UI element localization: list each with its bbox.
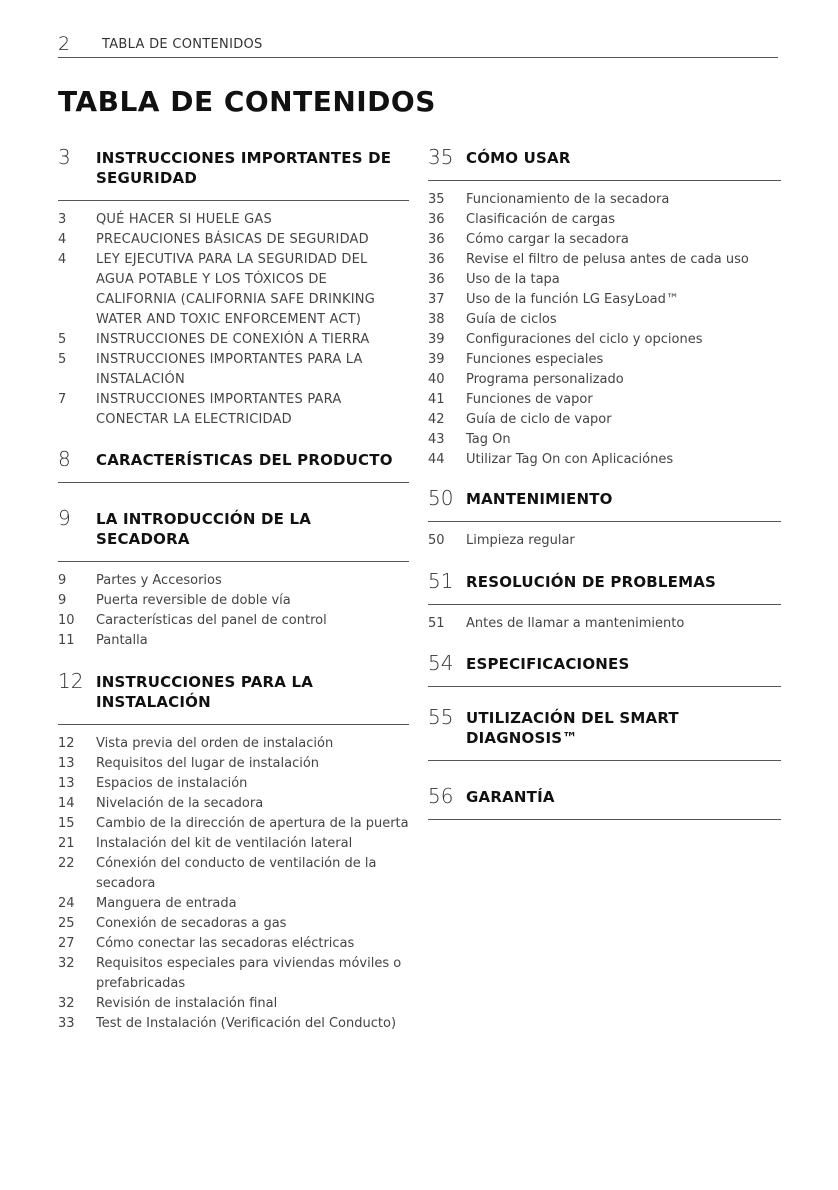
toc-entry-page-number: 36 [428,212,445,227]
toc-entry-page-number: 38 [428,312,445,327]
toc-entry-title: INSTRUCCIONES IMPORTANTES PARA CONECTAR LA ELECTRICIDAD [96,392,342,427]
toc-entry-title: Antes de llamar a mantenimiento [466,616,685,631]
toc-entry[interactable] [58,250,409,330]
toc-entry-title: Revise el filtro de pelusa antes de cada uso [466,252,749,267]
toc-entry[interactable] [58,230,409,250]
toc-entry-title: LEY EJECUTIVA PARA LA SEGURIDAD DEL AGUA POTABLE Y LOS TÓXICOS DE CALIFORNIA (CALIFORNIA SAFE DRINKING WATER AND TOXIC ENFORCEMENT ACT) [96,252,375,327]
toc-entry-page-number: 35 [428,192,445,207]
toc-section [428,652,781,687]
toc-section-heading[interactable] [58,146,409,201]
toc-entry-title: Características del panel de control [96,613,327,628]
toc-section-page-number: 8 [58,447,71,471]
toc-entry-title: Vista previa del orden de instalación [96,736,334,751]
toc-section [428,146,781,470]
toc-entry-title: Limpieza regular [466,533,575,548]
toc-entry-list [58,210,409,430]
toc-entry-page-number: 36 [428,272,445,287]
toc-entry-page-number: 9 [58,573,67,588]
toc-entry-title: Cómo cargar la secadora [466,232,629,247]
toc-left-column [58,146,409,1034]
toc-entry[interactable] [58,834,409,854]
toc-entry[interactable] [58,934,409,954]
toc-entry[interactable] [428,230,781,250]
toc-entry[interactable] [58,591,409,611]
toc-section [58,507,409,651]
toc-section-heading[interactable] [428,146,781,181]
toc-section-heading[interactable] [428,487,781,522]
page-title: TABLA DE CONTENIDOS [58,85,436,118]
toc-entry-title: Puerta reversible de doble vía [96,593,291,608]
toc-entry-title: Utilizar Tag On con Aplicaciónes [466,452,674,467]
toc-section-page-number: 51 [428,569,454,593]
toc-section [58,448,409,483]
toc-entry[interactable] [58,754,409,774]
toc-entry[interactable] [428,330,781,350]
toc-entry-title: INSTRUCCIONES DE CONEXIÓN A TIERRA [96,332,370,347]
toc-entry-page-number: 25 [58,916,75,931]
toc-entry-page-number: 13 [58,756,75,771]
toc-section-title: CÓMO USAR [466,149,571,167]
toc-section-page-number: 55 [428,705,454,729]
toc-entry-page-number: 36 [428,252,445,267]
toc-entry-title: Pantalla [96,633,148,648]
toc-entry[interactable] [58,330,409,350]
toc-entry-page-number: 37 [428,292,445,307]
toc-entry[interactable] [428,290,781,310]
toc-entry[interactable] [58,794,409,814]
toc-section [428,706,781,761]
toc-entry-page-number: 9 [58,593,67,608]
toc-entry[interactable] [428,210,781,230]
toc-entry-title: Cambio de la dirección de apertura de la puerta [96,816,409,831]
toc-entry[interactable] [58,631,409,651]
toc-entry[interactable] [428,190,781,210]
toc-entry[interactable] [428,350,781,370]
toc-section-title: GARANTÍA [466,788,555,806]
toc-section [58,146,409,430]
toc-entry[interactable] [428,250,781,270]
toc-section-page-number: 35 [428,145,454,169]
toc-entry-page-number: 43 [428,432,445,447]
toc-entry[interactable] [58,994,409,1014]
toc-entry-title: Conexión de secadoras a gas [96,916,287,931]
toc-entry[interactable] [58,390,409,430]
toc-entry-page-number: 7 [58,392,67,407]
toc-entry-page-number: 33 [58,1016,75,1031]
toc-section-title: INSTRUCCIONES PARA LA INSTALACIÓN [96,673,314,711]
toc-section-page-number: 3 [58,145,71,169]
toc-entry-title: QUÉ HACER SI HUELE GAS [96,212,272,227]
toc-entry[interactable] [58,611,409,631]
toc-entry-title: Guía de ciclo de vapor [466,412,612,427]
toc-entry-page-number: 3 [58,212,67,227]
toc-section [428,570,781,634]
toc-section-heading[interactable] [58,448,409,483]
toc-entry-title: Partes y Accesorios [96,573,222,588]
running-title: TABLA DE CONTENIDOS [102,37,263,52]
toc-section-heading[interactable] [428,706,781,761]
toc-section-heading[interactable] [428,570,781,605]
toc-section-heading[interactable] [58,507,409,562]
toc-entry-title: Revisión de instalación final [96,996,278,1011]
toc-right-column [428,146,781,820]
toc-section-heading[interactable] [428,652,781,687]
toc-entry-title: Test de Instalación (Verificación del Conducto) [96,1016,397,1031]
toc-entry-page-number: 42 [428,412,445,427]
toc-entry[interactable] [428,410,781,430]
toc-entry-title: Tag On [466,432,511,447]
toc-entry-title: INSTRUCCIONES IMPORTANTES PARA LA INSTALACIÓN [96,352,363,387]
running-header [58,33,778,58]
toc-entry[interactable] [428,390,781,410]
toc-entry[interactable] [428,310,781,330]
toc-entry-list [428,531,781,551]
toc-entry-title: Programa personalizado [466,372,624,387]
toc-entry-title: Requisitos especiales para viviendas móviles o prefabricadas [96,956,402,991]
toc-entry-list [428,614,781,634]
toc-section-page-number: 50 [428,486,454,510]
toc-section-title: MANTENIMIENTO [466,490,613,508]
toc-entry-page-number: 32 [58,996,75,1011]
toc-entry-title: Uso de la función LG EasyLoad™ [466,292,679,307]
toc-entry-page-number: 11 [58,633,75,648]
toc-entry-page-number: 44 [428,452,445,467]
toc-section-title: CARACTERÍSTICAS DEL PRODUCTO [96,451,393,469]
toc-entry-page-number: 50 [428,533,445,548]
toc-section-title: RESOLUCIÓN DE PROBLEMAS [466,573,717,591]
toc-entry[interactable] [58,894,409,914]
toc-entry-page-number: 22 [58,856,75,871]
toc-entry-list [58,734,409,1034]
toc-section-title: INSTRUCCIONES IMPORTANTES DE SEGURIDAD [96,149,392,187]
toc-entry[interactable] [428,370,781,390]
toc-entry-title: Clasificación de cargas [466,212,616,227]
toc-entry-page-number: 21 [58,836,75,851]
toc-section-page-number: 9 [58,506,71,530]
toc-entry-title: Cómo conectar las secadoras eléctricas [96,936,355,951]
toc-entry-title: Nivelación de la secadora [96,796,264,811]
toc-entry-page-number: 12 [58,736,75,751]
toc-section-title: UTILIZACIÓN DEL SMART DIAGNOSIS™ [466,709,679,747]
toc-entry[interactable] [428,531,781,551]
toc-entry[interactable] [428,614,781,634]
toc-section-page-number: 12 [58,669,84,693]
toc-entry-page-number: 39 [428,352,445,367]
toc-entry[interactable] [428,450,781,470]
toc-entry-page-number: 24 [58,896,75,911]
toc-section-heading[interactable] [428,785,781,820]
toc-entry[interactable] [58,914,409,934]
toc-section-page-number: 54 [428,651,454,675]
toc-entry[interactable] [58,954,409,994]
toc-section [58,670,409,1034]
toc-section-heading[interactable] [58,670,409,725]
toc-entry-page-number: 14 [58,796,75,811]
toc-entry-page-number: 15 [58,816,75,831]
toc-entry-title: PRECAUCIONES BÁSICAS DE SEGURIDAD [96,232,369,247]
toc-entry-title: Requisitos del lugar de instalación [96,756,320,771]
toc-entry-list [428,190,781,470]
toc-entry[interactable] [58,774,409,794]
toc-entry-title: Instalación del kit de ventilación lateral [96,836,353,851]
toc-entry-title: Uso de la tapa [466,272,560,287]
toc-entry-page-number: 27 [58,936,75,951]
toc-entry-page-number: 4 [58,252,67,267]
toc-entry-list [58,571,409,651]
toc-entry-title: Manguera de entrada [96,896,237,911]
toc-entry[interactable] [428,430,781,450]
toc-entry[interactable] [58,350,409,390]
toc-section-title: ESPECIFICACIONES [466,655,630,673]
page-number: 2 [58,33,71,55]
toc-entry[interactable] [58,571,409,591]
toc-entry-page-number: 4 [58,232,67,247]
toc-section-page-number: 56 [428,784,454,808]
toc-entry-page-number: 5 [58,352,67,367]
toc-section [428,785,781,820]
toc-entry-title: Guía de ciclos [466,312,557,327]
toc-entry[interactable] [58,1014,409,1034]
toc-entry-title: Espacios de instalación [96,776,248,791]
toc-entry[interactable] [58,734,409,754]
toc-entry[interactable] [58,854,409,894]
toc-entry-page-number: 41 [428,392,445,407]
toc-entry-page-number: 13 [58,776,75,791]
toc-entry-title: Funciones especiales [466,352,604,367]
toc-entry-page-number: 36 [428,232,445,247]
toc-entry-page-number: 40 [428,372,445,387]
toc-section-title: LA INTRODUCCIÓN DE LA SECADORA [96,510,312,548]
toc-entry[interactable] [58,814,409,834]
toc-entry-page-number: 10 [58,613,75,628]
toc-entry-page-number: 51 [428,616,445,631]
toc-entry-title: Cónexión del conducto de ventilación de la secadora [96,856,377,891]
toc-entry[interactable] [58,210,409,230]
toc-entry-title: Funcionamiento de la secadora [466,192,670,207]
toc-entry-title: Funciones de vapor [466,392,593,407]
toc-entry[interactable] [428,270,781,290]
toc-entry-title: Configuraciones del ciclo y opciones [466,332,703,347]
toc-entry-page-number: 39 [428,332,445,347]
toc-entry-page-number: 32 [58,956,75,971]
toc-section [428,487,781,551]
toc-entry-page-number: 5 [58,332,67,347]
